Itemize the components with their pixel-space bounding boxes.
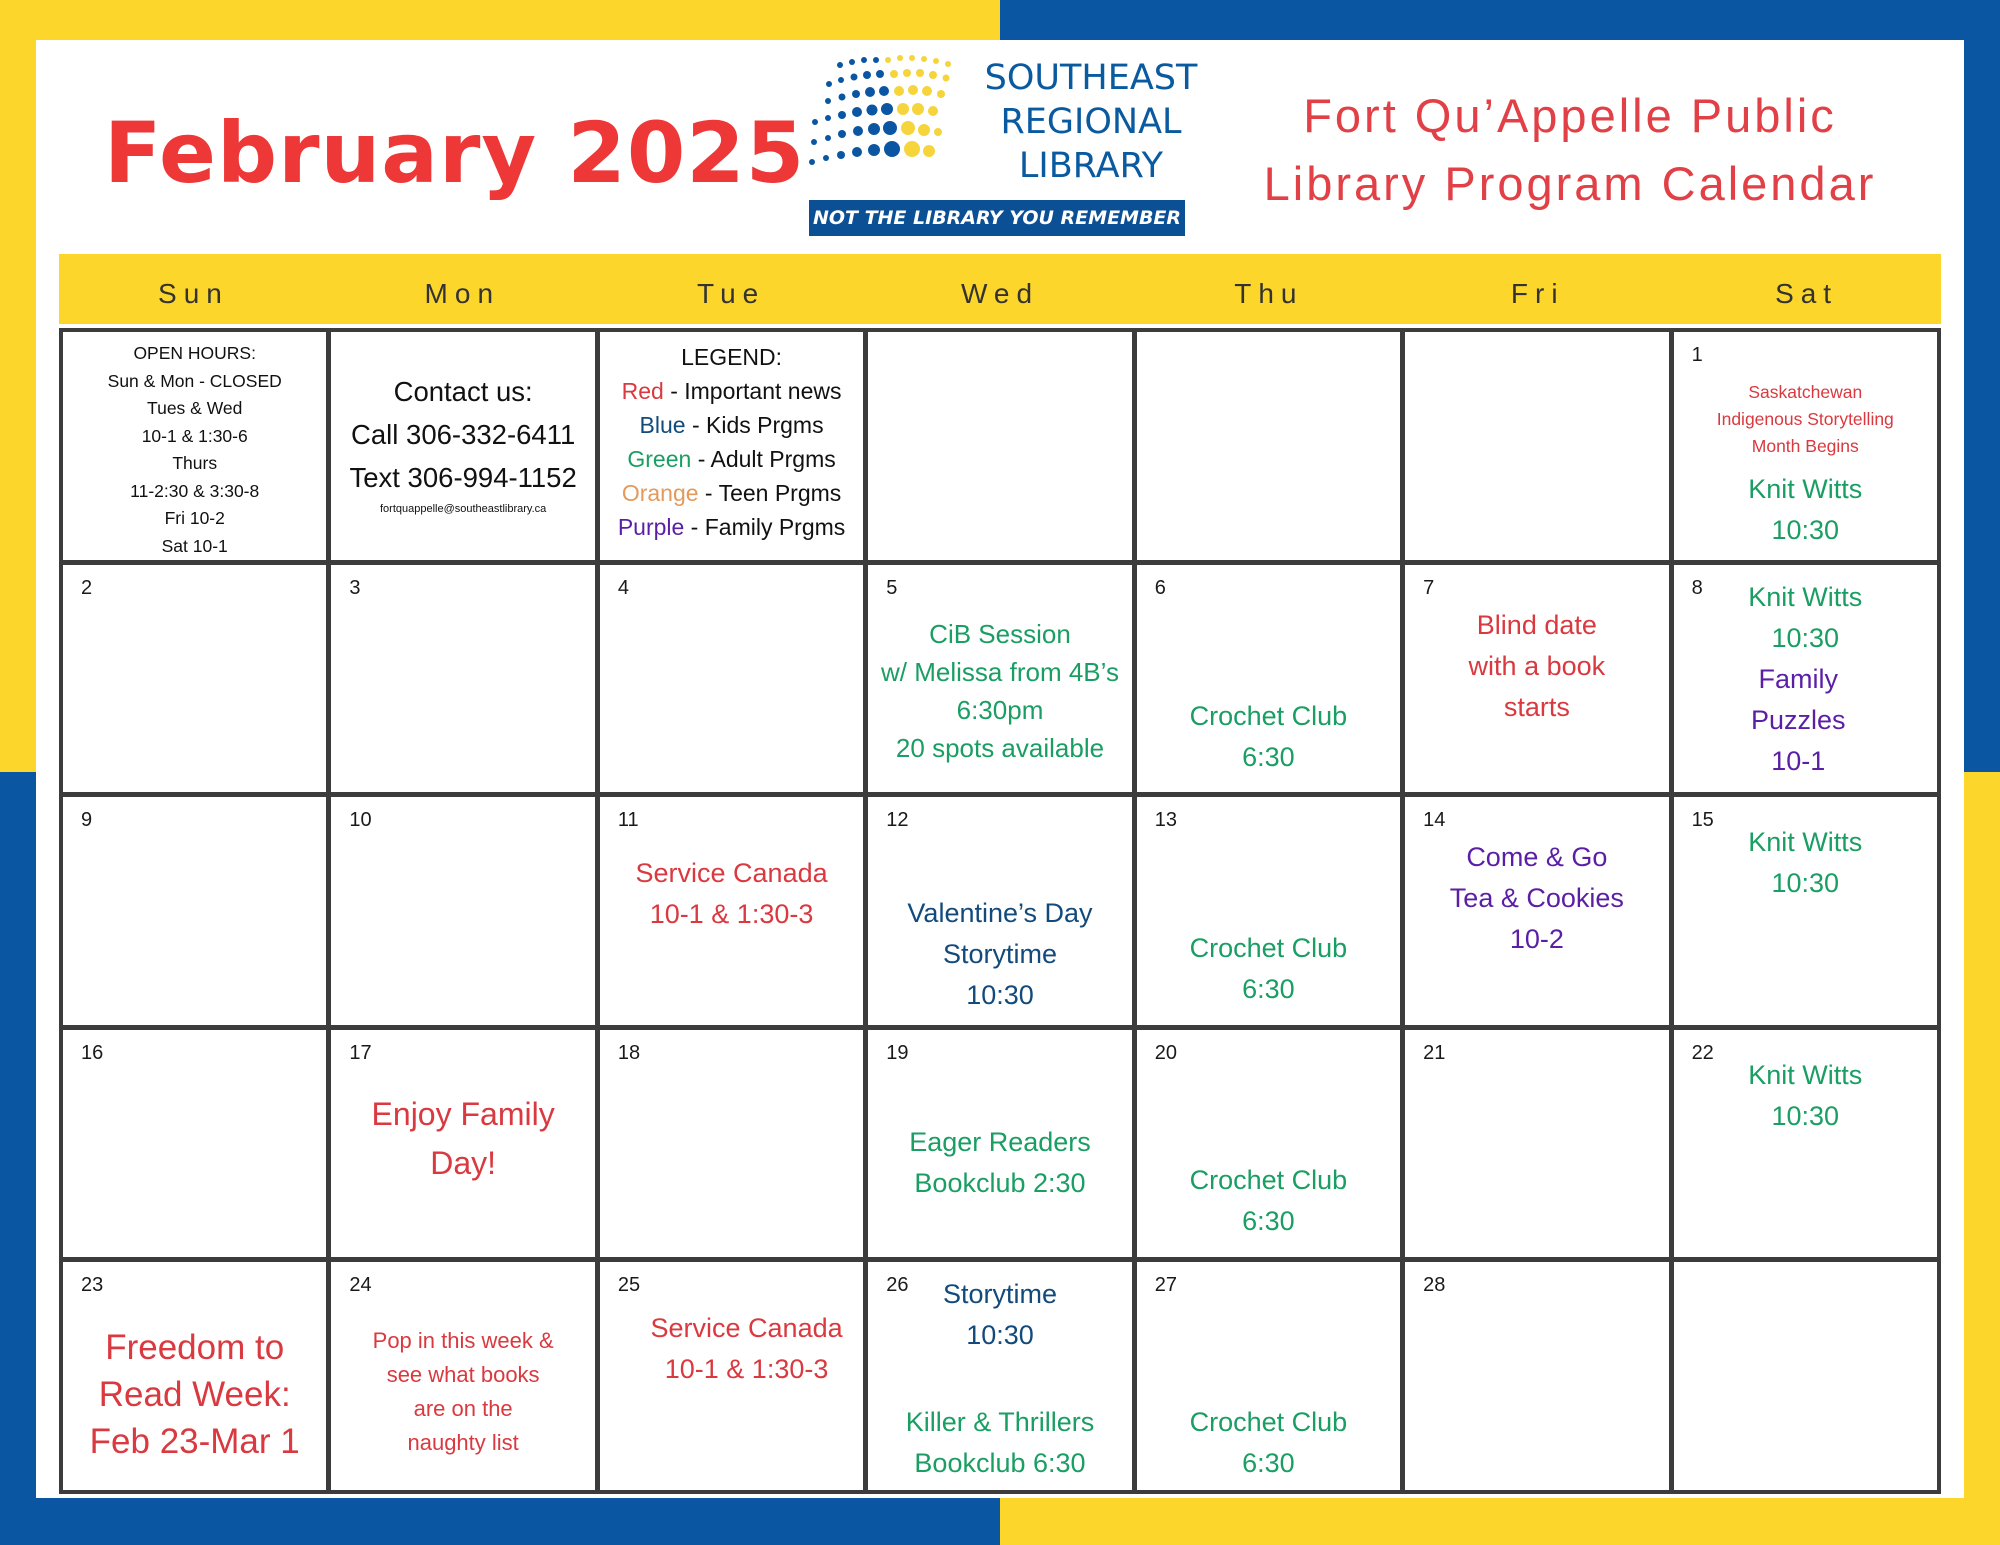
library-logo — [802, 52, 1202, 240]
contact-cell — [331, 332, 594, 560]
day-cell-23[interactable] — [63, 1262, 326, 1490]
event-freedom-to-read[interactable]: Freedom to Read Week: Feb 23-Mar 1 — [89, 1328, 300, 1462]
day-cell-11[interactable] — [600, 797, 863, 1025]
day-cell-4[interactable] — [600, 565, 863, 793]
day-cell-8[interactable] — [1674, 565, 1937, 793]
day-number: 4 — [617, 576, 629, 599]
day-cell-21[interactable] — [1405, 1030, 1668, 1258]
event-valentines-storytime[interactable]: Valentine’s Day Storytime 10:30 — [907, 898, 1093, 1011]
day-cell-24[interactable] — [331, 1262, 594, 1490]
month-title: February 2025 — [104, 104, 806, 202]
event-family-day[interactable]: Enjoy Family Day! — [371, 1095, 555, 1181]
day-cell-19[interactable] — [868, 1030, 1131, 1258]
day-cell-empty — [1137, 332, 1400, 560]
legend-item: Blue - Kids Prgms — [639, 412, 824, 438]
event-knit-witts[interactable]: Knit Witts 10:30 — [1748, 581, 1863, 653]
day-cell-9[interactable] — [63, 797, 326, 1025]
legend-item: Orange - Teen Prgms — [621, 480, 842, 506]
day-cell-1[interactable]: 1 Saskatchewan Indigenous Storytelling Month Begins Knit Witts 10:30 — [1674, 332, 1937, 560]
day-number: 20 — [1154, 1041, 1177, 1064]
day-cell-6[interactable] — [1137, 565, 1400, 793]
day-number: 11 — [617, 809, 639, 832]
day-cell-12[interactable] — [868, 797, 1131, 1025]
day-cell-18[interactable] — [600, 1030, 863, 1258]
day-number: 9 — [81, 809, 93, 832]
day-cell-14[interactable] — [1405, 797, 1668, 1025]
contact-email[interactable]: fortquappelle@southeastlibrary.ca — [379, 503, 547, 515]
day-cell-28[interactable] — [1405, 1262, 1668, 1490]
weekday-tue: Tue — [697, 278, 766, 309]
open-hours-cell: OPEN HOURS: Sun & Mon - CLOSED Tues & Wed 10-1 & 1:30-6 Thurs 11-2:30 & 3:30-8 Fri 10-2 Sat 10-1 — [63, 332, 326, 560]
day-number: 14 — [1423, 809, 1446, 832]
event-crochet-club[interactable]: Crochet Club 6:30 — [1189, 1164, 1348, 1236]
legend-cell — [600, 332, 863, 560]
calendar-grid — [59, 328, 1941, 1494]
day-number: 26 — [886, 1274, 909, 1297]
contact-phone[interactable]: Call 306-332-6411 — [351, 419, 576, 450]
logo-wordmark: SOUTHEAST REGIONAL LIBRARY — [984, 58, 1198, 186]
event-crochet-club[interactable]: Crochet Club 6:30 — [1189, 1407, 1348, 1479]
day-cell-5[interactable] — [868, 565, 1131, 793]
day-cell-empty — [1405, 332, 1668, 560]
day-cell-7[interactable] — [1405, 565, 1668, 793]
day-number: 6 — [1154, 576, 1166, 599]
day-number: 23 — [81, 1274, 104, 1297]
day-number: 15 — [1691, 809, 1714, 832]
day-number: 21 — [1423, 1041, 1446, 1064]
event-service-canada[interactable]: Service Canada 10-1 & 1:30-3 — [650, 1313, 843, 1385]
event-service-canada[interactable]: Service Canada 10-1 & 1:30-3 — [635, 858, 828, 930]
day-cell-22[interactable] — [1674, 1030, 1937, 1258]
weekday-wed: Wed — [960, 278, 1040, 309]
event-tea-cookies[interactable]: Come & Go Tea & Cookies 10-2 — [1449, 842, 1624, 955]
day-cell-empty — [1674, 1262, 1937, 1490]
day-cell-20[interactable] — [1137, 1030, 1400, 1258]
day-cell-15[interactable] — [1674, 797, 1937, 1025]
day-number: 7 — [1423, 576, 1435, 599]
day-number: 28 — [1423, 1274, 1446, 1297]
day-number: 8 — [1691, 576, 1703, 599]
legend-item: Green - Adult Prgms — [627, 446, 836, 472]
day-number: 25 — [617, 1274, 641, 1297]
day-cell-10[interactable] — [331, 797, 594, 1025]
day-cell-13[interactable] — [1137, 797, 1400, 1025]
logo-tagline: NOT THE LIBRARY YOU REMEMBER — [809, 200, 1185, 236]
day-cell-2[interactable] — [63, 565, 326, 793]
event-crochet-club[interactable]: Crochet Club 6:30 — [1189, 700, 1348, 772]
day-number: 22 — [1691, 1041, 1714, 1064]
day-number: 24 — [349, 1274, 372, 1297]
contact-heading: Contact us: — [393, 376, 533, 407]
day-cell-26[interactable] — [868, 1262, 1131, 1490]
event-blind-date-book[interactable]: Blind date with a book starts — [1468, 609, 1606, 722]
contact-text[interactable]: Text 306-994-1152 — [349, 462, 577, 493]
day-cell-25[interactable] — [600, 1262, 863, 1490]
weekday-thu: Thu — [1234, 278, 1304, 309]
event-knit-witts[interactable]: Knit Witts 10:30 — [1748, 474, 1863, 545]
event-killer-thrillers[interactable]: Killer & Thrillers Bookclub 6:30 — [905, 1407, 1095, 1479]
legend-heading: LEGEND: — [681, 344, 783, 370]
day-number: 5 — [886, 576, 898, 599]
event-storytime[interactable]: Storytime 10:30 — [942, 1279, 1057, 1351]
day-number: 16 — [81, 1041, 104, 1064]
event-knit-witts[interactable]: Knit Witts 10:30 — [1748, 1059, 1863, 1131]
day-number: 13 — [1154, 809, 1177, 832]
event-cib-session[interactable]: CiB Session w/ Melissa from 4B’s 6:30pm 20 spots available — [881, 618, 1119, 763]
day-number: 27 — [1154, 1274, 1177, 1297]
day-number: 18 — [617, 1041, 641, 1064]
weekday-header — [59, 254, 1941, 324]
day-number: 2 — [81, 576, 93, 599]
weekday-sat: Sat — [1775, 278, 1839, 309]
day-number: 12 — [886, 809, 909, 832]
day-number: 19 — [886, 1041, 909, 1064]
legend-item: Purple - Family Prgms — [617, 514, 846, 540]
legend-item: Red - Important news — [621, 378, 842, 404]
weekday-fri: Fri — [1510, 278, 1565, 309]
event-naughty-list[interactable]: Pop in this week & see what books are on the naughty list — [372, 1328, 554, 1456]
day-number: 17 — [349, 1041, 372, 1064]
day-cell-17[interactable] — [331, 1030, 594, 1258]
day-cell-27[interactable] — [1137, 1262, 1400, 1490]
day-cell-16[interactable] — [63, 1030, 326, 1258]
book-dots-icon — [802, 52, 982, 182]
weekday-sun: Sun — [158, 278, 229, 309]
event-knit-witts[interactable]: Knit Witts 10:30 — [1748, 827, 1863, 899]
day-number: 3 — [349, 576, 361, 599]
calendar-title: Fort Qu’Appelle Public Library Program Calendar — [1263, 89, 1877, 210]
event-family-puzzles[interactable]: Family Puzzles 10-1 — [1751, 663, 1846, 776]
day-number: 1 — [1691, 344, 1703, 366]
day-number: 10 — [349, 809, 372, 832]
day-cell-3[interactable] — [331, 565, 594, 793]
event-crochet-club[interactable]: Crochet Club 6:30 — [1189, 933, 1348, 1005]
event-eager-readers[interactable]: Eager Readers Bookclub 2:30 — [909, 1126, 1091, 1198]
weekday-mon: Mon — [424, 278, 501, 309]
day-cell-empty — [868, 332, 1131, 560]
